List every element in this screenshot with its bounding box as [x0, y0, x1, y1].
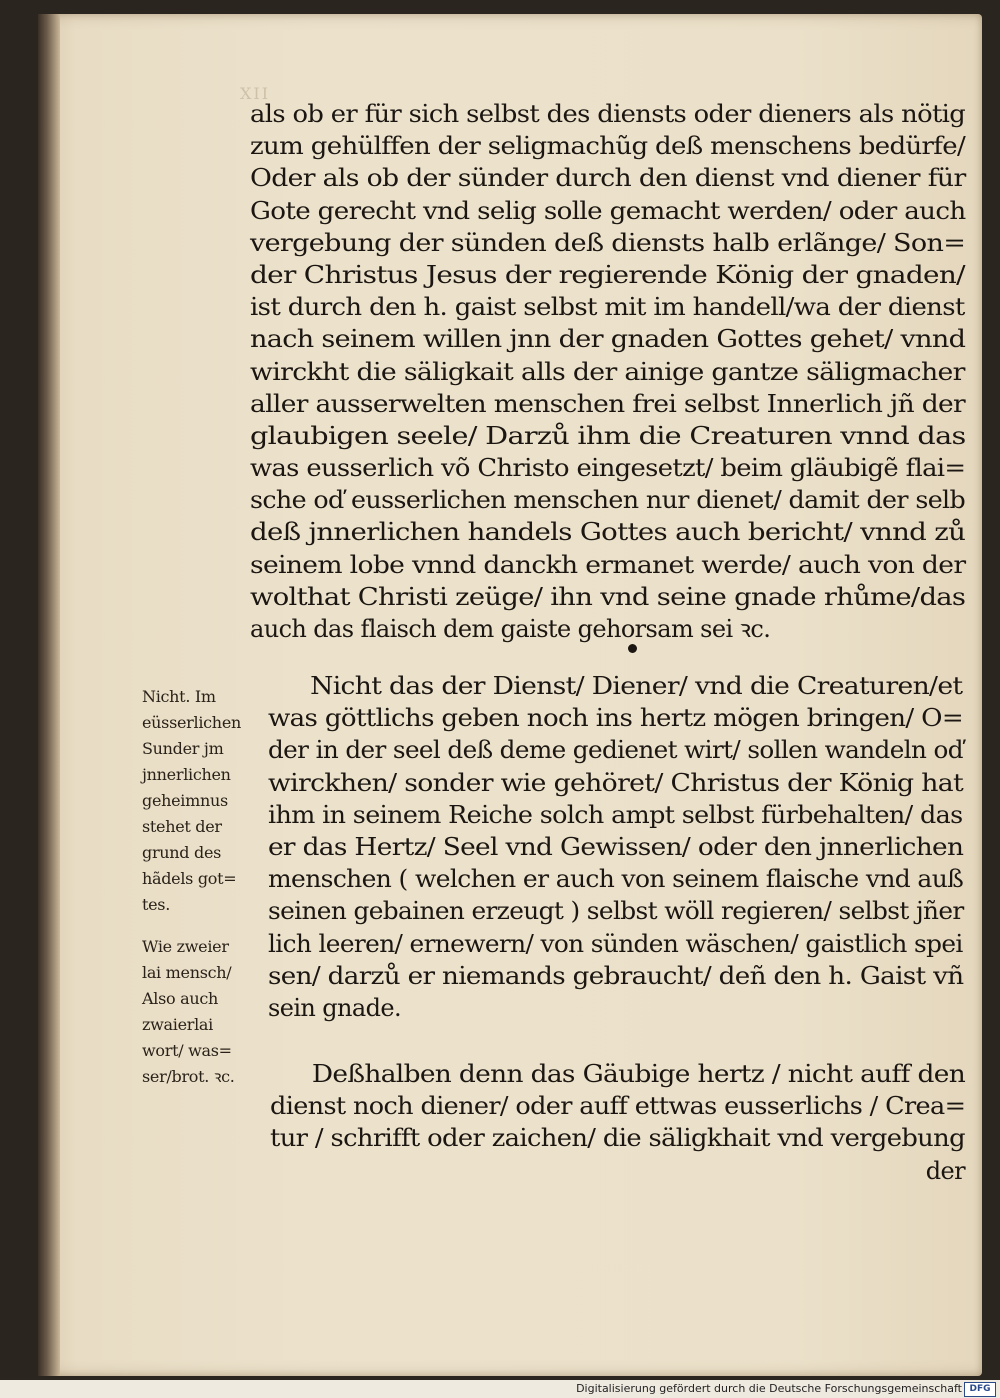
- text-line: seinem lobe vnnd danckh ermanet werde/ auch von der: [250, 550, 966, 579]
- paragraph-3: [270, 1058, 965, 1187]
- margin-line: Nicht. Im: [142, 687, 216, 706]
- text-line: wirckht die säligkait alls der ainige gantze säligmacher: [250, 357, 965, 386]
- margin-line: wort/ was=: [142, 1041, 232, 1060]
- text-line: glaubigen seele/ Darzů ihm die Creaturen vnnd das: [250, 421, 966, 450]
- text-line: menschen ( welchen er auch von seinem flaische vnd auß: [268, 865, 964, 894]
- paragraph-2: [268, 670, 963, 1024]
- page-number: XII: [240, 84, 271, 103]
- margin-line: zwaierlai: [142, 1015, 213, 1034]
- text-line: vergebung der sünden deß diensts halb erlãnge/ Son=: [250, 228, 966, 257]
- text-line: wolthat Christi zeüge/ ihn vnd seine gnade rhůme/das: [250, 582, 966, 611]
- ink-blot: [628, 644, 637, 653]
- text-line: Oder als ob der sünder durch den dienst vnd diener für: [250, 164, 966, 193]
- text-line: sche oď eusserlichen menschen nur dienet/ damit der selb: [250, 486, 966, 515]
- text-line: zum gehülffen der seligmachũg deß menschens bedürfe/: [250, 132, 966, 161]
- margin-note-1: [142, 684, 270, 918]
- text-line: der in der seel deß deme gedienet wirt/ sollen wandeln oď: [268, 736, 963, 765]
- text-line: dienst noch diener/ oder auff ettwas eusserlichs / Crea=: [270, 1092, 966, 1121]
- page-gutter-edge: [38, 14, 60, 1376]
- footer-bar: [0, 1380, 1000, 1398]
- margin-line: Wie zweier: [142, 937, 229, 956]
- margin-line: grund des: [142, 843, 222, 862]
- funding-credit: Digitalisierung gefördert durch die Deutsche Forschungsgemeinschaft: [576, 1382, 962, 1395]
- margin-line: hãdels got=: [142, 869, 237, 888]
- text-line: lich leeren/ ernewern/ von sünden wäschen/ gaistlich spei: [268, 929, 963, 958]
- margin-line: jnnerlichen: [142, 765, 231, 784]
- text-line: was eusserlich võ Christo eingesetzt/ beim gläubigẽ flai=: [250, 454, 966, 483]
- text-line: deß jnnerlichen handels Gottes auch bericht/ vnnd zů: [250, 518, 966, 547]
- margin-line: tes.: [142, 895, 170, 914]
- paragraph-1: [250, 98, 965, 645]
- margin-line: stehet der: [142, 817, 222, 836]
- text-line: tur / schrifft oder zaichen/ die säligkhait vnd vergebung: [270, 1124, 965, 1153]
- text-line: ist durch den h. gaist selbst mit im handell/wa der dienst: [250, 293, 965, 322]
- text-line: Nicht das der Dienst/ Diener/ vnd die Creaturen/et: [310, 672, 963, 700]
- text-line: aller ausserwelten menschen frei selbst Innerlich jñ der: [250, 389, 966, 418]
- text-line: als ob er für sich selbst des diensts oder dieners als nötig: [250, 100, 966, 128]
- text-line: wirckhen/ sonder wie gehöret/ Christus der König hat: [268, 768, 964, 797]
- text-line: was göttlichs geben noch ins hertz mögen bringen/ O=: [268, 704, 964, 733]
- margin-line: ser/brot. ꝛc.: [142, 1067, 235, 1086]
- text-line: seinen gebainen erzeugt ) selbst wöll regieren/ selbst jñer: [268, 897, 964, 926]
- catchword: der: [925, 1156, 965, 1185]
- text-line: Gote gerecht vnd selig solle gemacht werden/ oder auch: [250, 196, 966, 225]
- text-line: auch das flaisch dem gaiste gehorsam sei ꝛc.: [250, 615, 771, 643]
- text-line: der Christus Jesus der regierende König der gnaden/: [250, 260, 965, 289]
- text-line: nach seinem willen jnn der gnaden Gottes gehet/ vnnd: [250, 325, 966, 354]
- text-line: er das Hertz/ Seel vnd Gewissen/ oder den jnnerlichen: [268, 832, 964, 861]
- margin-line: geheimnus: [142, 791, 228, 810]
- margin-line: eüsserlichen: [142, 713, 241, 732]
- margin-note-2: [142, 934, 270, 1090]
- text-line: Deßhalben denn das Gäubige hertz / nicht auff den: [311, 1060, 966, 1088]
- margin-line: lai mensch/: [142, 963, 232, 982]
- margin-line: Sunder jm: [142, 739, 224, 758]
- text-line: sein gnade.: [268, 993, 402, 1022]
- margin-line: Also auch: [142, 989, 219, 1008]
- dfg-logo-icon: DFG: [964, 1382, 996, 1397]
- text-line: sen/ darzů er niemands gebraucht/ deñ den h. Gaist vñ: [268, 961, 964, 990]
- text-line: ihm in seinem Reiche solch ampt selbst fürbehalten/ das: [268, 800, 963, 829]
